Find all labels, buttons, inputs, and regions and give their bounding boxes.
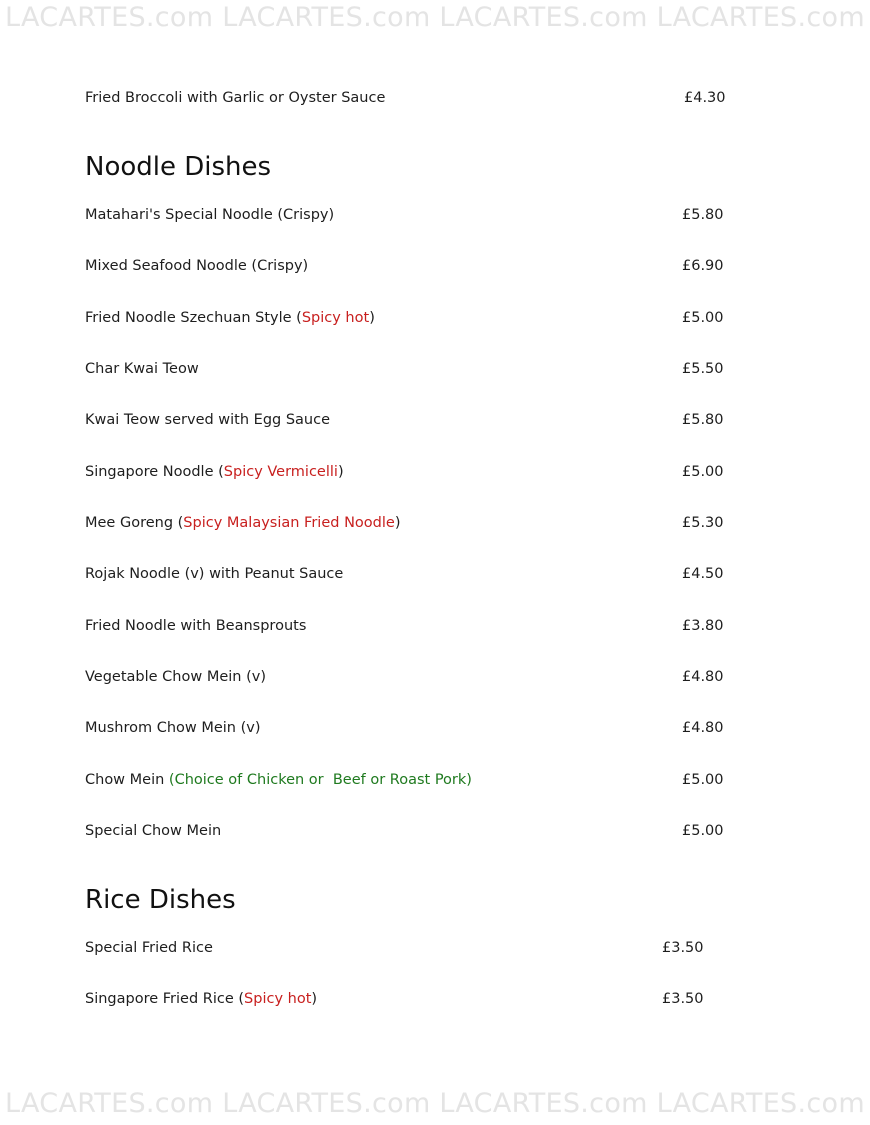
item-price: £5.00 (682, 464, 724, 480)
menu-item (85, 412, 330, 428)
spicy-note: Spicy Malaysian Fried Noodle (183, 515, 395, 531)
item-price: £5.00 (682, 772, 724, 788)
menu-item (85, 991, 317, 1007)
item-name-suffix: ) (394, 515, 401, 531)
menu-item (85, 515, 400, 531)
item-name: Kwai Teow served with Egg Sauce (85, 412, 331, 428)
item-price: £4.30 (684, 90, 726, 106)
item-name-suffix: ) (311, 991, 318, 1007)
menu-item (85, 361, 199, 377)
menu-item (85, 720, 261, 736)
menu-item (85, 772, 472, 788)
item-name: Fried Noodle Szechuan Style ( (85, 310, 302, 326)
item-name: Special Chow Mein (85, 823, 222, 839)
item-name: Fried Broccoli with Garlic or Oyster Sauce (85, 90, 386, 106)
item-name-suffix: ) (369, 310, 375, 326)
item-price: £3.80 (682, 618, 724, 634)
menu-item (85, 310, 375, 326)
menu-item (85, 823, 221, 839)
menu-item (85, 464, 344, 480)
item-price: £5.50 (682, 361, 724, 377)
item-name: Mixed Seafood Noodle (Crispy) (85, 258, 309, 274)
item-price: £3.50 (662, 940, 704, 956)
spicy-note: Spicy hot (244, 991, 312, 1007)
item-price: £5.80 (682, 207, 724, 223)
menu-item-fried-broccoli (85, 90, 385, 106)
section-title-rice: Rice Dishes (85, 885, 236, 915)
item-name-suffix: ) (337, 464, 344, 480)
watermark-bottom: LACARTES.com LACARTES.com LACARTES.com LACARTES.com (5, 1088, 865, 1119)
item-name: Mee Goreng ( (85, 515, 184, 531)
item-price: £6.90 (682, 258, 724, 274)
item-price: £5.00 (682, 823, 724, 839)
item-name: Matahari's Special Noodle (Crispy) (85, 207, 335, 223)
item-price: £5.00 (682, 310, 724, 326)
item-price: £5.30 (682, 515, 724, 531)
item-name: Rojak Noodle (v) with Peanut Sauce (85, 566, 344, 582)
spicy-note: Spicy Vermicelli (223, 464, 338, 480)
spicy-note: Spicy hot (301, 310, 370, 326)
menu-item (85, 669, 266, 685)
watermark-top: LACARTES.com LACARTES.com LACARTES.com LACARTES.com (5, 2, 865, 33)
item-name: Char Kwai Teow (85, 361, 199, 377)
item-name: Special Fried Rice (85, 940, 213, 956)
item-price: £3.50 (662, 991, 704, 1007)
item-name: Singapore Noodle ( (85, 464, 224, 480)
item-name: Singapore Fried Rice ( (85, 991, 245, 1007)
choice-note: (Choice of Chicken or Beef or Roast Pork) (168, 772, 472, 788)
menu-item (85, 566, 343, 582)
menu-item (85, 618, 306, 634)
menu-item (85, 940, 213, 956)
item-name: Fried Noodle with Beansprouts (85, 618, 307, 634)
item-price: £4.80 (682, 669, 724, 685)
item-name: Mushrom Chow Mein (v) (85, 720, 261, 736)
menu-item (85, 207, 334, 223)
item-price: £5.80 (682, 412, 724, 428)
item-price: £4.80 (682, 720, 724, 736)
section-title-noodle: Noodle Dishes (85, 152, 272, 182)
item-price: £4.50 (682, 566, 724, 582)
item-name: Vegetable Chow Mein (v) (85, 669, 266, 685)
menu-item (85, 258, 308, 274)
item-name: Chow Mein (85, 772, 169, 788)
